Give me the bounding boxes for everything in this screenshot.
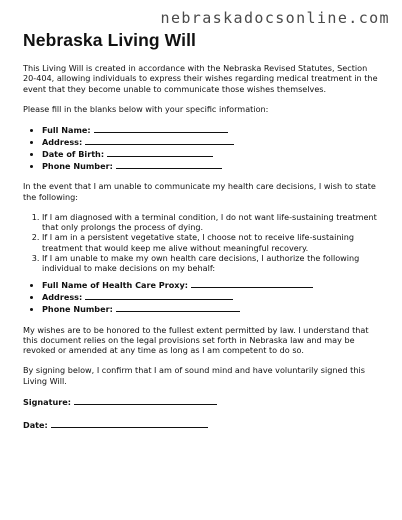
- document-title: Nebraska Living Will: [23, 30, 197, 50]
- date-line: [23, 419, 381, 430]
- proxy-address-label: Address:: [42, 291, 83, 302]
- proxy-name-blank[interactable]: [191, 279, 313, 288]
- address-blank[interactable]: [85, 136, 234, 145]
- proxy-address-blank[interactable]: [85, 291, 233, 300]
- full-name-field: [42, 124, 381, 136]
- address-label: Address:: [42, 136, 83, 147]
- wish-item: 2. If I am in a persistent vegetative state, I choose not to receive life-sustaining treatment that would keep me alive without meaningful recovery.: [42, 232, 381, 252]
- address-field: [42, 136, 381, 148]
- proxy-phone-blank[interactable]: [116, 303, 240, 312]
- honor-paragraph: My wishes are to be honored to the fullest extent permitted by law. I understand that this document relies on the legal provisions set forth in Nebraska law and may be revoked or amended at any time as long as I am competent to do so.: [23, 324, 369, 356]
- intro-paragraph: This Living Will is created in accordance with the Nebraska Revised Statutes, Section 20-404, allowing individuals to express their wishes regarding medical treatment in the event that they become unable to communicate those wishes themselves.: [23, 63, 378, 94]
- wish-item: 1. If I am diagnosed with a terminal condition, I do not want life-sustaining treatment that only prolongs the process of dying.: [42, 212, 381, 232]
- date-of-birth-field: [42, 148, 381, 160]
- signature-line: [23, 396, 381, 407]
- date-blank[interactable]: [51, 419, 208, 428]
- confirm-paragraph: By signing below, I confirm that I am of sound mind and have voluntarily signed this Living Will.: [23, 365, 365, 386]
- proxy-address-field: [42, 291, 381, 303]
- proxy-info-list: [23, 279, 381, 314]
- signature-blank[interactable]: [74, 396, 217, 405]
- proxy-name-label: Full Name of Health Care Proxy:: [42, 280, 188, 291]
- instruction-text: Please fill in the blanks below with your specific information:: [23, 103, 269, 114]
- proxy-phone-field: [42, 303, 381, 315]
- site-watermark: nebraskadocsonline.com: [160, 9, 390, 27]
- personal-info-list: [23, 124, 381, 171]
- phone-number-label: Phone Number:: [42, 160, 113, 171]
- full-name-blank[interactable]: [94, 124, 228, 133]
- proxy-phone-label: Phone Number:: [42, 303, 113, 314]
- date-label: Date:: [23, 420, 48, 431]
- full-name-label: Full Name:: [42, 125, 91, 136]
- date-of-birth-blank[interactable]: [107, 148, 213, 157]
- date-of-birth-label: Date of Birth:: [42, 148, 105, 159]
- phone-number-field: [42, 160, 381, 172]
- wish-item: 3. If I am unable to make my own health care decisions, I authorize the following individual to make decisions on my behalf:: [42, 253, 381, 273]
- wishes-list: [23, 212, 381, 273]
- document-page: [23, 30, 381, 442]
- phone-number-blank[interactable]: [116, 160, 222, 169]
- proxy-name-field: [42, 279, 381, 291]
- statement-intro: In the event that I am unable to communicate my health care decisions, I wish to state the following:: [23, 181, 376, 202]
- signature-label: Signature:: [23, 397, 71, 408]
